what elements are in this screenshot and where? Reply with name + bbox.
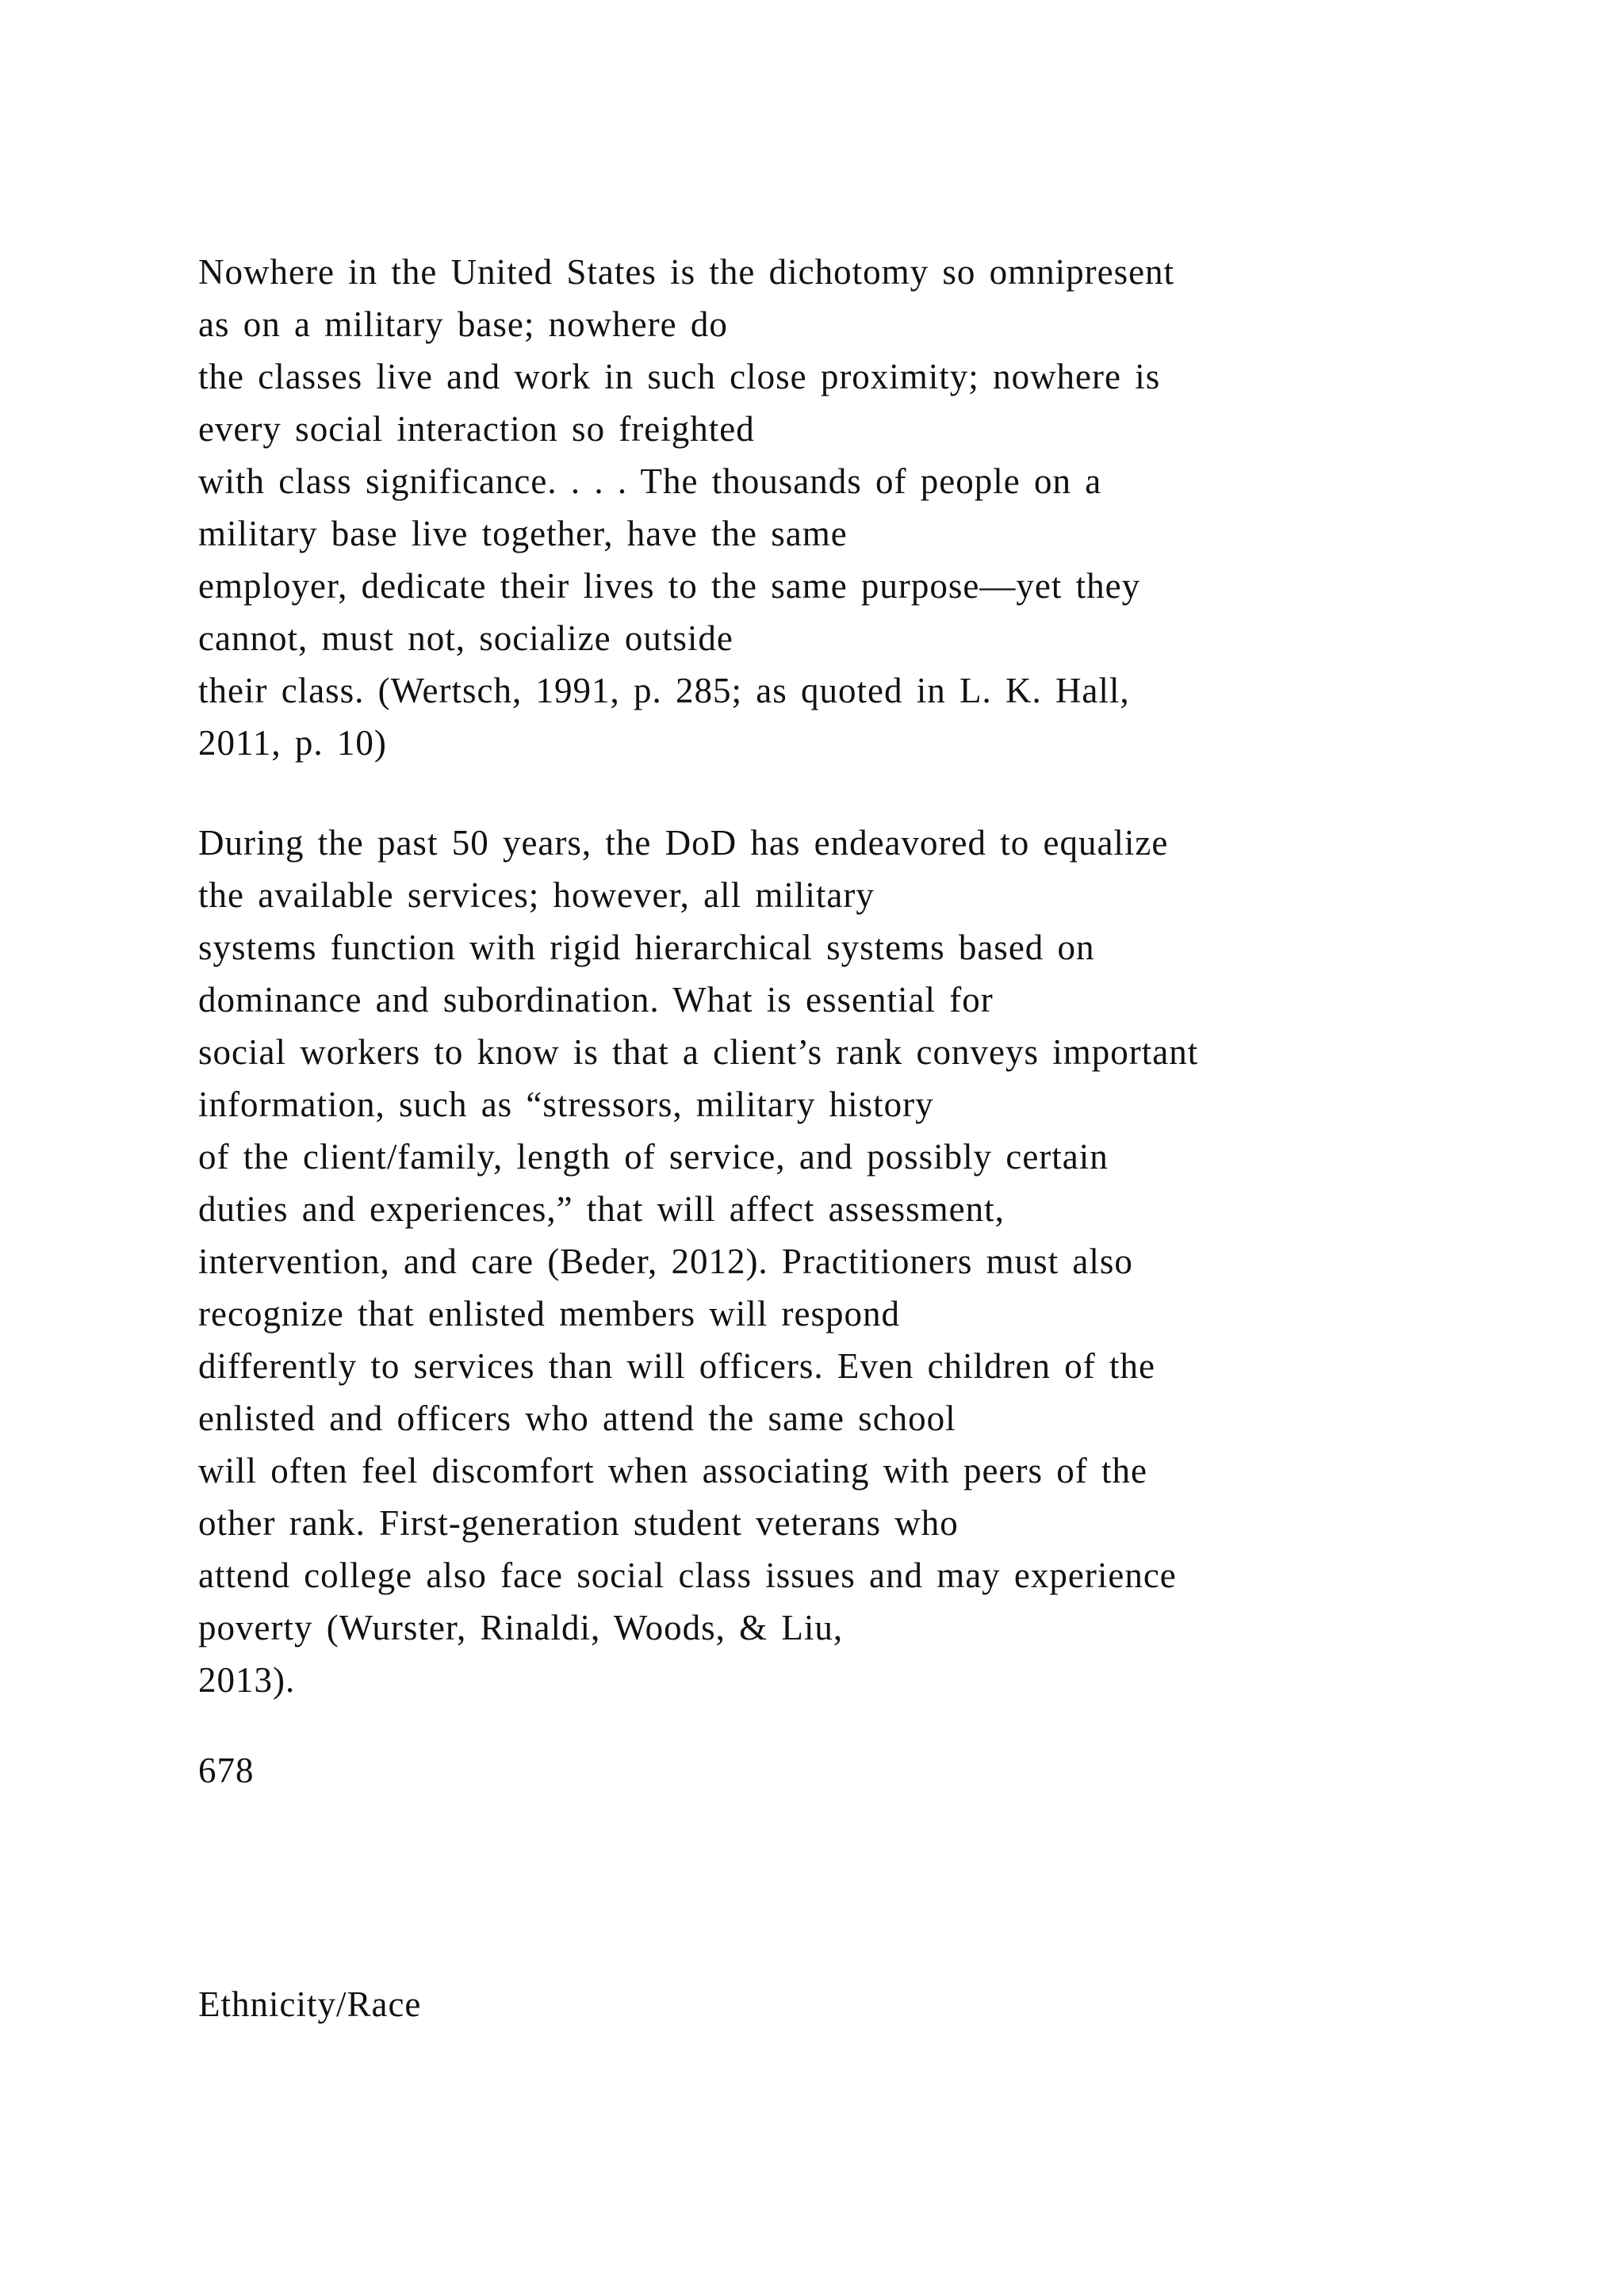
paragraph-line: poverty (Wurster, Rinaldi, Woods, & Liu,: [198, 1608, 844, 1647]
section-heading-container: [198, 1978, 1467, 2030]
quote-line: employer, dedicate their lives to the same purpose—yet they: [198, 566, 1141, 606]
quote-line: their class. (Wertsch, 1991, p. 285; as quoted in L. K. Hall,: [198, 671, 1130, 710]
quote-line: every social interaction so freighted: [198, 409, 755, 449]
paragraph-line: attend college also face social class issues and may experience: [198, 1556, 1177, 1595]
paragraph-line: the available services; however, all military: [198, 875, 875, 915]
paragraph-line: differently to services than will officers. Even children of the: [198, 1346, 1155, 1386]
paragraph-line: intervention, and care (Beder, 2012). Practitioners must also: [198, 1242, 1133, 1281]
quote-line: the classes live and work in such close proximity; nowhere is: [198, 357, 1161, 396]
paragraph-line: of the client/family, length of service, and possibly certain: [198, 1137, 1109, 1177]
quote-line: as on a military base; nowhere do: [198, 304, 728, 344]
quote-line: 2011, p. 10): [198, 723, 387, 763]
paragraph-line: duties and experiences,” that will affect assessment,: [198, 1189, 1005, 1229]
paragraph-line: recognize that enlisted members will respond: [198, 1294, 900, 1334]
paragraph-line: will often feel discomfort when associating with peers of the: [198, 1451, 1147, 1490]
section-heading: Ethnicity/Race: [198, 1984, 422, 2024]
quote-line: cannot, must not, socialize outside: [198, 618, 733, 658]
paragraph-line: systems function with rigid hierarchical systems based on: [198, 928, 1095, 967]
paragraph-line: enlisted and officers who attend the same school: [198, 1399, 956, 1438]
quote-line: with class significance. . . . The thousands of people on a: [198, 461, 1102, 501]
page-number: 678: [198, 1751, 255, 1790]
paragraph-line: other rank. First-generation student veterans who: [198, 1503, 959, 1543]
paragraph-line: information, such as “stressors, military history: [198, 1085, 934, 1124]
body-paragraph: [198, 817, 1467, 1706]
quote-line: military base live together, have the same: [198, 514, 848, 553]
paragraph-line: dominance and subordination. What is essential for: [198, 980, 994, 1020]
page-number-container: [198, 1744, 1467, 1797]
paragraph-line: 2013).: [198, 1660, 296, 1700]
block-quote: [198, 246, 1467, 769]
paragraph-line: During the past 50 years, the DoD has endeavored to equalize: [198, 823, 1169, 863]
paragraph-line: social workers to know is that a client’s rank conveys important: [198, 1032, 1199, 1072]
quote-line: Nowhere in the United States is the dichotomy so omnipresent: [198, 252, 1175, 292]
